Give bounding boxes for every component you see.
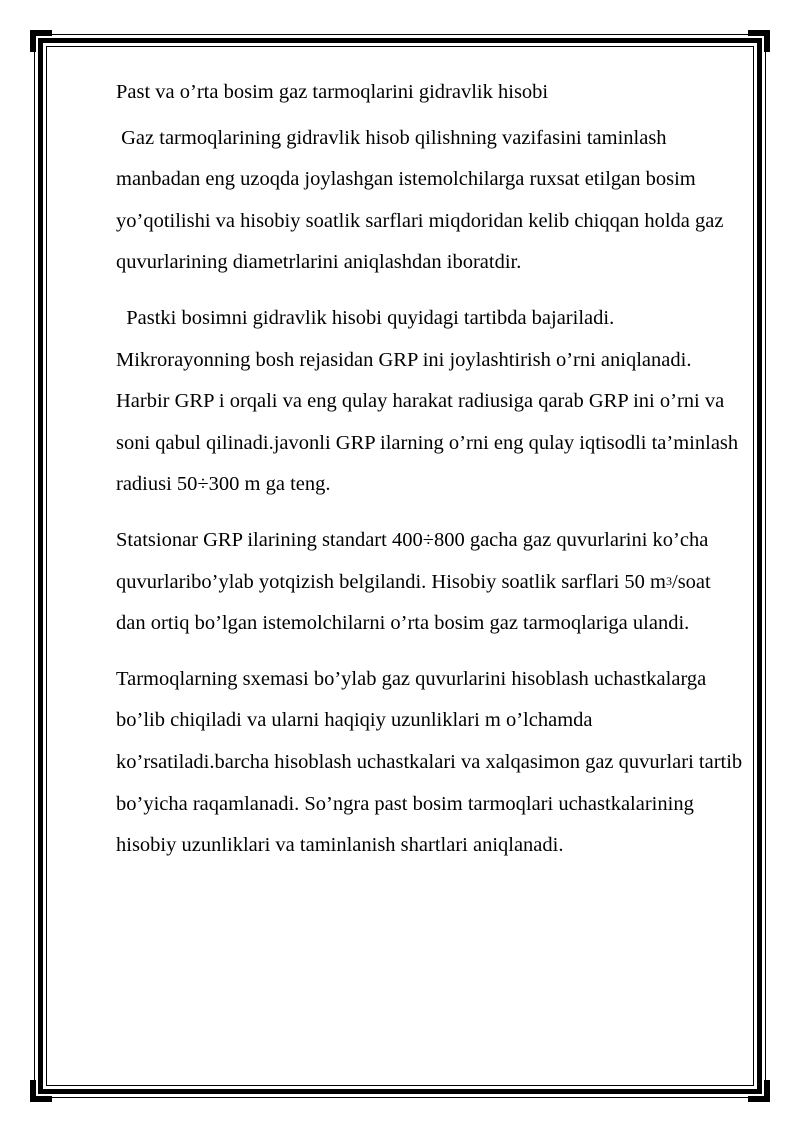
paragraph-2 (116, 298, 744, 506)
corner-ornament-bottom-right (748, 1080, 770, 1102)
corner-ornament-bottom-left (30, 1080, 52, 1102)
corner-ornament-top-right (748, 30, 770, 52)
document-body (116, 72, 744, 881)
paragraph-4 (116, 659, 744, 867)
paragraph-3-text-after: /soat dan ortiq bo’lgan istemolchilarni o’rta bosim gaz tarmoqlariga ulandi. (116, 570, 711, 635)
document-title: Past va o’rta bosim gaz tarmoqlarini gidravlik hisobi (116, 81, 549, 103)
paragraph-2-text: Pastki bosimni gidravlik hisobi quyidagi tartibda bajariladi. Mikrorayonning bosh rejasidan GRP ini joylashtirish o’rni aniqlanadi. Harbir GRP i orqali va eng qulay harakat radiusiga qarab GRP ini o’rni va soni qabul qilinadi.javonli GRP ilarning o’rni eng qulay iqtisodli ta’minlash radiusi 50÷300 m ga teng. (116, 306, 744, 496)
superscript-3: 3 (666, 573, 672, 588)
paragraph-1-text: Gaz tarmoqlarining gidravlik hisob qilishning vazifasini taminlash manbadan eng uzoqda joylashgan istemolchilarga ruxsat etilgan bosim yo’qotilishi va hisobiy soatlik sarflari miqdoridan kelib chiqqan holda gaz quvurlarining diametrlarini aniqlashdan iboratdir. (116, 126, 729, 274)
paragraph-3 (116, 520, 744, 645)
corner-ornament-top-left (30, 30, 52, 52)
paragraph-4-text: Tarmoqlarning sxemasi bo’ylab gaz quvurlarini hisoblash uchastkalarga bo’lib chiqiladi va ularni haqiqiy uzunliklari m o’lchamda ko’rsatiladi.barcha hisoblash uchastkalari va xalqasimon gaz quvurlari tartib bo’yicha raqamlanadi. So’ngra past bosim tarmoqlari uchastkalarining hisobiy uzunliklari va taminlanish shartlari aniqlanadi. (116, 667, 743, 857)
paragraph-3-text-before: Statsionar GRP ilarining standart 400÷800 gacha gaz quvurlarini ko’cha quvurlaribo’ylab yotqizish belgilandi. Hisobiy soatlik sarflari 50 m (116, 528, 709, 593)
paragraph-1 (116, 118, 744, 284)
